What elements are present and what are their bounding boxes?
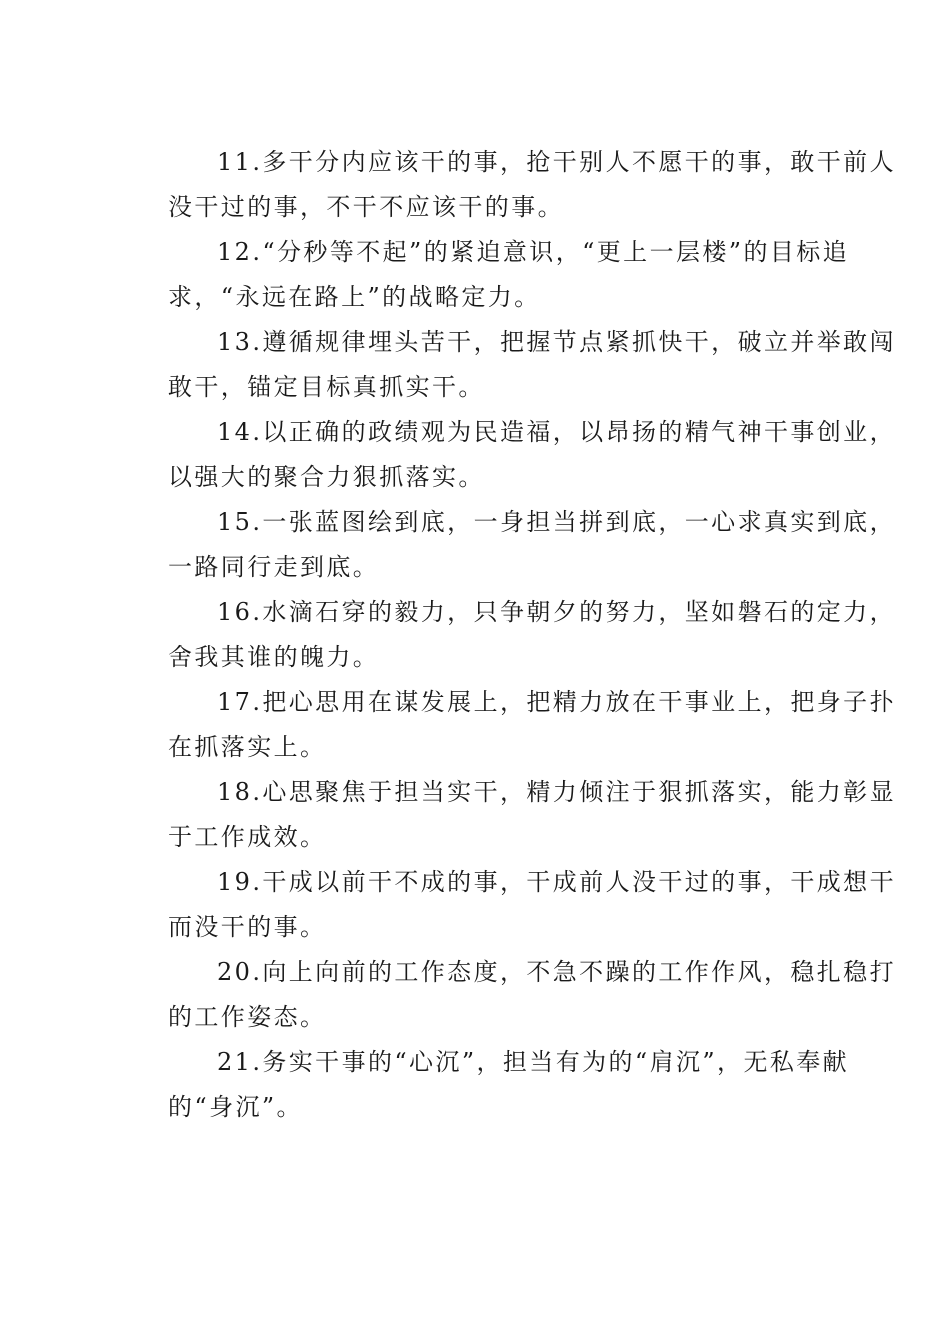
list-item — [119, 500, 896, 590]
list-item — [119, 410, 896, 500]
list-item-line: 敢干，锚定目标真抓实干。 — [168, 373, 485, 401]
list-item — [119, 860, 896, 950]
list-item-line: 19.干成以前干不成的事，干成前人没干过的事，干成想干 — [217, 868, 896, 896]
list-item-line: 12.“分秒等不起”的紧迫意识，“更上一层楼”的目标追 — [217, 238, 850, 266]
list-item-line: 的“身沉”。 — [168, 1093, 303, 1121]
list-item — [119, 770, 896, 860]
list-item-line: 16.水滴石穿的毅力，只争朝夕的努力，坚如磐石的定力， — [217, 598, 896, 626]
list-item — [119, 230, 850, 320]
list-item-line: 的工作姿态。 — [168, 1003, 327, 1031]
document-body — [119, 140, 896, 1130]
list-item — [119, 320, 896, 410]
list-item — [119, 680, 896, 770]
list-item-line: 没干过的事，不干不应该干的事。 — [168, 193, 564, 221]
list-item-line: 11.多干分内应该干的事，抢干别人不愿干的事，敢干前人 — [217, 148, 896, 176]
list-item-line: 14.以正确的政绩观为民造福，以昂扬的精气神干事创业， — [217, 418, 896, 446]
list-item-line: 17.把心思用在谋发展上，把精力放在干事业上，把身子扑 — [217, 688, 896, 716]
list-item — [119, 950, 896, 1040]
list-item-line: 一路同行走到底。 — [168, 553, 380, 581]
list-item-line: 求，“永远在路上”的战略定力。 — [168, 283, 541, 311]
list-item-line: 13.遵循规律埋头苦干，把握节点紧抓快干，破立并举敢闯 — [217, 328, 896, 356]
list-item-line: 20.向上向前的工作态度，不急不躁的工作作风，稳扎稳打 — [217, 958, 896, 986]
list-item-line: 18.心思聚焦于担当实干，精力倾注于狠抓落实，能力彰显 — [217, 778, 896, 806]
list-item-line: 在抓落实上。 — [168, 733, 327, 761]
list-item-line: 而没干的事。 — [168, 913, 327, 941]
list-item-line: 以强大的聚合力狠抓落实。 — [168, 463, 485, 491]
list-item-line: 21.务实干事的“心沉”，担当有为的“肩沉”，无私奉献 — [217, 1048, 850, 1076]
list-item-line: 舍我其谁的魄力。 — [168, 643, 380, 671]
list-item — [119, 1040, 850, 1130]
list-item — [119, 140, 896, 230]
list-item-line: 于工作成效。 — [168, 823, 327, 851]
list-item — [119, 590, 896, 680]
list-item-line: 15.一张蓝图绘到底，一身担当拼到底，一心求真实到底， — [217, 508, 896, 536]
